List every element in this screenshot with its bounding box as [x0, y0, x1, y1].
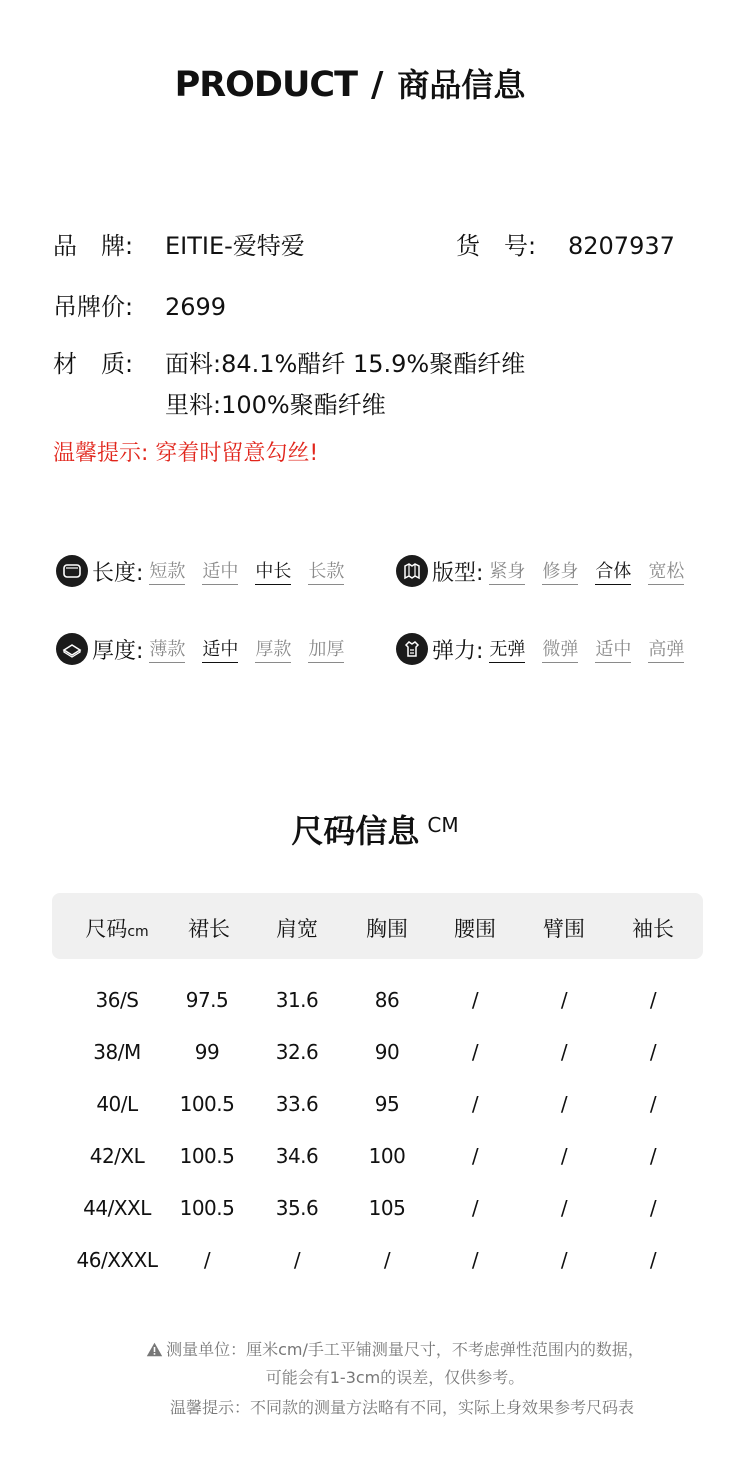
option-medium: 适中 [202, 557, 238, 585]
table-cell: 100.5 [179, 1092, 235, 1116]
size-title-text: 尺码信息 [291, 812, 420, 850]
option-thick: 厚款 [255, 635, 291, 663]
attribute-label: 版型: [432, 560, 484, 586]
table-cell: 90 [374, 1040, 400, 1064]
brand-value: EITIE-爱特爱 [165, 232, 305, 260]
table-row [52, 1248, 703, 1278]
material-label: 材 质: [53, 350, 134, 378]
table-cell: 35.6 [275, 1196, 319, 1220]
attribute-stretch [396, 632, 684, 666]
price-value: 2699 [165, 293, 227, 321]
table-cell: 100 [368, 1144, 406, 1168]
table-cell: / [560, 1092, 568, 1116]
attribute-label: 弹力: [432, 638, 484, 664]
header-shoulder: 肩宽 [276, 917, 318, 941]
table-cell: 38/M [93, 1040, 141, 1064]
option-medium-stretch: 适中 [595, 635, 631, 663]
table-cell: 32.6 [275, 1040, 319, 1064]
artno-value: 8207937 [568, 232, 675, 260]
size-title-unit: CM [427, 813, 459, 837]
header-arm: 臂围 [543, 917, 585, 941]
attribute-length [56, 554, 344, 588]
table-cell: / [649, 1144, 657, 1168]
thickness-icon [56, 633, 88, 665]
header-sleeve: 袖长 [632, 917, 674, 941]
table-cell: 42/XL [89, 1144, 145, 1168]
option-regular-selected: 合体 [595, 557, 631, 585]
title-cn: 商品信息 [397, 66, 526, 104]
price-row [53, 287, 226, 322]
material-row [53, 344, 525, 379]
header-skirt-length: 裙长 [188, 917, 230, 941]
option-no-stretch-selected: 无弹 [489, 635, 525, 663]
table-row [52, 1040, 703, 1070]
option-mid-long-selected: 中长 [255, 557, 291, 585]
option-long: 长款 [308, 557, 344, 585]
title-separator: / [370, 65, 384, 105]
table-cell: 31.6 [275, 988, 319, 1012]
header-size: 尺码cm [85, 917, 149, 941]
table-cell: / [471, 1040, 479, 1064]
material-line1: 面料:84.1%醋纤 15.9%聚酯纤维 [165, 350, 526, 378]
table-row [52, 988, 703, 1018]
attribute-fit [396, 554, 684, 588]
option-high-stretch: 高弹 [648, 635, 684, 663]
attribute-label: 长度: [92, 560, 144, 586]
table-cell: / [560, 988, 568, 1012]
fit-icon [396, 555, 428, 587]
table-cell: 99 [194, 1040, 220, 1064]
table-cell: / [649, 1040, 657, 1064]
header-bust: 胸围 [366, 917, 408, 941]
note-line2: 可能会有1-3cm的误差，仅供参考。 [265, 1368, 525, 1387]
table-cell: 100.5 [179, 1196, 235, 1220]
option-thin: 薄款 [149, 635, 185, 663]
table-cell: 44/XXL [83, 1196, 151, 1220]
table-cell: 105 [368, 1196, 406, 1220]
table-cell: / [383, 1248, 391, 1272]
option-loose: 宽松 [648, 557, 684, 585]
table-cell: / [560, 1196, 568, 1220]
table-row [52, 1196, 703, 1226]
table-cell: / [471, 1196, 479, 1220]
artno-row [456, 226, 675, 261]
artno-label: 货 号: [456, 232, 537, 260]
attribute-label: 厚度: [92, 638, 144, 664]
table-cell: 95 [374, 1092, 400, 1116]
note-line3: 温馨提示：不同款的测量方法略有不同，实际上身效果参考尺码表 [169, 1398, 634, 1417]
option-extra-thick: 加厚 [308, 635, 344, 663]
length-icon [56, 555, 88, 587]
table-row [52, 1144, 703, 1174]
table-cell: / [649, 1092, 657, 1116]
table-cell: 46/XXXL [76, 1248, 158, 1272]
option-slim: 修身 [542, 557, 578, 585]
table-cell: / [471, 988, 479, 1012]
table-cell: / [293, 1248, 301, 1272]
table-cell: / [471, 1248, 479, 1272]
table-cell: / [471, 1144, 479, 1168]
size-section-title [0, 806, 750, 852]
table-cell: / [560, 1040, 568, 1064]
table-cell: / [649, 988, 657, 1012]
title-en: PRODUCT [174, 65, 357, 105]
price-label: 吊牌价: [53, 293, 134, 321]
table-cell: / [471, 1092, 479, 1116]
warning-icon [146, 1342, 163, 1361]
table-cell: 40/L [96, 1092, 138, 1116]
table-cell: 33.6 [275, 1092, 319, 1116]
header-waist: 腰围 [454, 917, 496, 941]
attribute-thickness [56, 632, 344, 666]
care-tip: 温馨提示: 穿着时留意勾丝! [53, 441, 319, 466]
option-short: 短款 [149, 557, 185, 585]
table-cell: / [649, 1248, 657, 1272]
option-medium-selected: 适中 [202, 635, 238, 663]
table-cell: / [560, 1248, 568, 1272]
table-cell: 36/S [95, 988, 139, 1012]
table-cell: / [203, 1248, 211, 1272]
size-table-header [52, 893, 703, 959]
table-cell: 86 [374, 988, 400, 1012]
table-cell: 100.5 [179, 1144, 235, 1168]
page-title [0, 60, 700, 106]
brand-label: 品 牌: [53, 232, 134, 260]
table-cell: / [649, 1196, 657, 1220]
table-cell: 34.6 [275, 1144, 319, 1168]
table-cell: / [560, 1144, 568, 1168]
option-tight: 紧身 [489, 557, 525, 585]
table-row [52, 1092, 703, 1122]
brand-row [53, 226, 305, 261]
note-line1: 测量单位：厘米cm/手工平铺测量尺寸，不考虑弹性范围内的数据， [0, 1337, 750, 1361]
option-slight-stretch: 微弹 [542, 635, 578, 663]
table-cell: 97.5 [185, 988, 229, 1012]
stretch-icon [396, 633, 428, 665]
material-line2: 里料:100%聚酯纤维 [165, 391, 386, 419]
